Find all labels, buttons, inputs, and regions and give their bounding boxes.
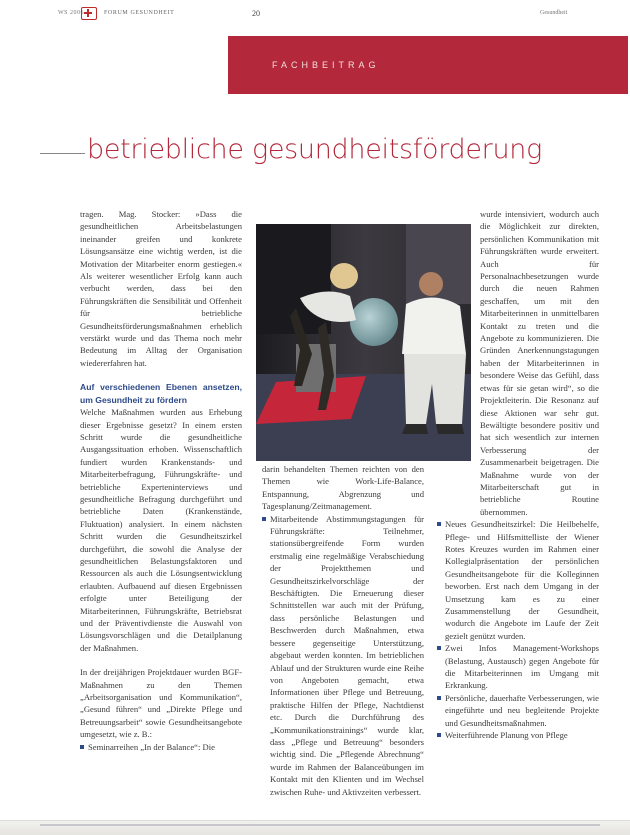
bullet-list xyxy=(437,518,599,741)
list-item: Mitarbeitende Abstimmungstagungen für Führungskräfte: Teilnehmer, stationsübergreifende Form wurden erstmalig eine regelmäßige Verabschiedung der Projektthemen und Gesundheitszirkelvorschläge der Beschäftigten. Die Erneuerung dieser Schnittstellen war auch mit der Prüfung, dass persönliche Belastungen und Beschwerden durch Maßnahmen, etwa bessere gegenseitige Unterstützung, abgebaut werden konnten. Im betrieblichen Ablauf und der Strukturen wurde eine Reihe von Angeboten gemacht, etwa Informationen über Pflege und Betreuung, praktische Hilfen der Pflege, Nachtdienst etc. Durch die Durchführung des „Kommunikationstrainings“ wurde klar, dass „Pflege und Betreuung“ besonders wichtig sind. Die „Pflegende Abrechnung“ wurde im Rahmen der Balanceübungen im Kontakt mit den Klienten und im Wechsel zwischen Ruhe- und Aktivzeiten verbessert. xyxy=(262,513,424,798)
column-1 xyxy=(80,208,242,753)
list-item: Weiterführende Planung von Pflege xyxy=(437,729,599,741)
section-label: FACHBEITRAG xyxy=(272,60,380,70)
paragraph: wurde intensiviert, wodurch auch die Möglichkeit zur direkten, persönlichen Kommunikation mit Führungskräften wurde erweitert. Auch für Personalnachbesetzungen wurde durch die neuen Rahmen geschaffen, um mit den Mitarbeiterinnen in unmittelbaren Kontakt zu treten und die Angebote zu kommunizieren. Die Gründen Anerkennungstagungen haben der Mitarbeiterinnen in besondere Weise das Gefühl, dass etwas für sie getan wird“, so die Projektleiterin. Die Resonanz auf diese Aktionen war sehr gut. Bewältigte besondere positiv und hat sich wesentlich zur internen Verbesserung der Zusammenarbeit beigetragen. Die Maßnahme wurde von der Mitarbeiterschaft gut in betriebliche Routine übernommen. xyxy=(480,209,599,517)
issue-label: WS 2006 xyxy=(58,10,84,16)
wrapped-text xyxy=(437,208,599,518)
section-banner xyxy=(228,36,628,94)
section-right-label: Gesundheit xyxy=(540,10,568,16)
page-number: 20 xyxy=(252,9,260,18)
page-footer xyxy=(0,820,630,835)
list-item: Zwei Infos Management-Workshops (Belastung, Austausch) gegen Angebote für die Mitarbeiterinnen im Umgang mit Erkrankung. xyxy=(437,642,599,692)
cross-logo-icon xyxy=(81,7,97,20)
column-3 xyxy=(437,208,599,741)
running-header xyxy=(0,6,630,26)
bullet-list xyxy=(80,741,242,753)
title-rule xyxy=(40,153,85,154)
footer-stripe xyxy=(40,824,600,826)
list-item: Seminarreihen „In der Balance“: Die xyxy=(80,741,242,753)
bullet-list xyxy=(262,513,424,798)
paragraph: In der dreijährigen Projektdauer wurden BGF-Maßnahmen zu den Themen „Arbeitsorganisation und Kommunikation“, „Gesund führen“ und „Direkte Pflege und Betreuungsarbeit“ sowie Gesundheitsangebote umgesetzt, wie z. B.: xyxy=(80,667,242,740)
article-title: betriebliche gesundheitsförderung xyxy=(87,134,542,165)
list-item: Persönliche, dauerhafte Verbesserungen, wie eingeführte und neu begleitende Projekte und Gesundheitsmaßnahmen. xyxy=(437,692,599,729)
paragraph: tragen. Mag. Stocker: »Dass die gesundheitlichen Arbeitsbelastungen ineinander greifen und konkrete Lösungsansätze eine wichtig werden, ist die Motivation der Mitarbeiter enorm gestiegen.« Als weiterer wesentlicher Erfolg kann auch verbucht werden, dass bei den Führungskräften die Sensibilität und Offenheit für betriebliche Gesundheitsförderungsmaßnahmen erheblich verstärkt wurde und das Thema noch mehr Bedeutung im Alltag der Organisation wiedererfahren hat. xyxy=(80,209,242,368)
paragraph: Welche Maßnahmen wurden aus Erhebung dieser Ergebnisse gesetzt? In einem ersten Schritt wurde die gesundheitliche Ausgangssituation erhoben. Wissenschaftlich fundiert wurden Krankenstands- und Mitarbeiterbefragung, Führungskräfte- und betriebliche Experteninterviews und gesundheitliche Befragung durchgeführt und betriebliche Daten (Krankenstände, Fluktuation) analysiert. In einem nächsten Schritt wurden die Gesundheitszirkel durchgeführt, die sowohl die Analyse der gesundheitlichen Belastungsfaktoren und Ressourcen als auch die Lösungsentwicklung erlaubten. Aufbauend auf diesen Ergebnissen erfolgte unter Beteiligung der Mitarbeiterinnen, Führungskräfte, Betriebsrat und der Präventivdienste die Auswahl von Lösungsvorschlägen und die Detailplanung der Maßnahmen. xyxy=(80,407,242,653)
magazine-name: FORUM GESUNDHEIT xyxy=(104,10,175,16)
column-2 xyxy=(262,463,424,798)
paragraph: darin behandelten Themen reichten von den Themen wie Work-Life-Balance, Entspannung, Abgrenzung und Tagesplanung/Zeitmanagement. xyxy=(262,464,424,512)
subheading: Auf verschiedenen Ebenen ansetzen, um Gesundheit zu fördern xyxy=(80,382,242,405)
list-item: Neues Gesundheitszirkel: Die Heilbehelfe, Pflege- und Hilfsmittelliste der Wiener Rotes Kreuzes wurden im Rahmen einer Kollegialpräsentation der persönlichen Gesundheitsangebote für die Kolleginnen beworben. Erst nach dem Umgang in der Umsetzung kam es zu einer Zusammenstellung der Gesundheit, wodurch die Angebote im Laufe der Zeit gezielt genützt wurden. xyxy=(437,518,599,642)
